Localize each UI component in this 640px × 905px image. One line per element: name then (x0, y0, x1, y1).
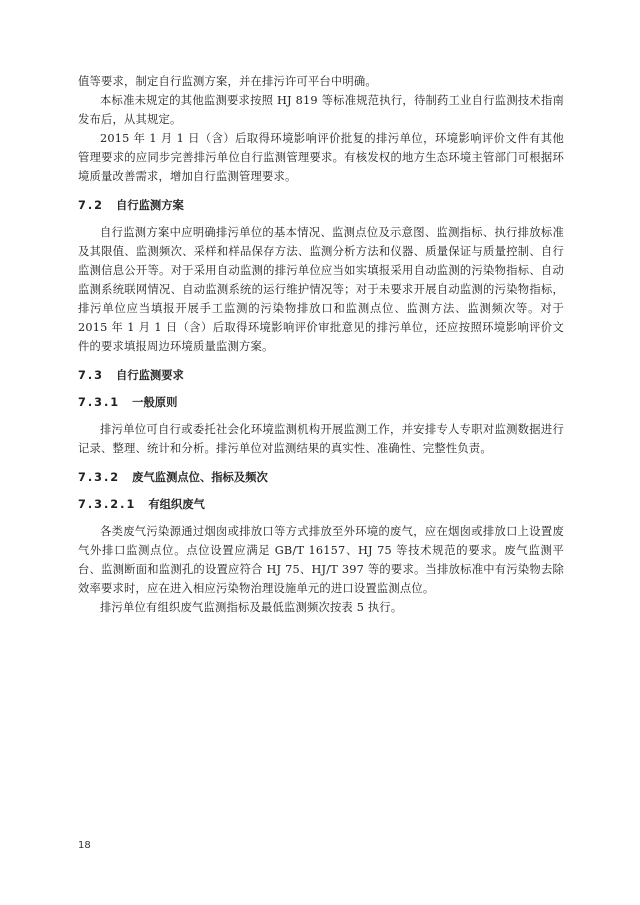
section-title: 废气监测点位、指标及频次 (132, 471, 268, 484)
section-title: 自行监测方案 (116, 199, 184, 212)
page-number: 18 (78, 840, 91, 851)
paragraph-continuation: 值等要求，制定自行监测方案，并在排污许可平台中明确。 (78, 75, 377, 88)
section-number: 7.3 (78, 369, 105, 382)
section-title: 有组织废气 (148, 498, 205, 511)
section-heading-7-3-2-1 (78, 495, 564, 514)
section-heading-7-2 (78, 196, 564, 215)
section-number: 7.2 (78, 199, 105, 212)
paragraph-monitoring-plan: 自行监测方案中应明确排污单位的基本情况、监测点位及示意图、监测指标、执行排放标准及其限值、监测频次、采样和样品保存方法、监测分析方法和仪器、质量保证与质量控制、自行监测信息公开等。对于采用自动监测的排污单位应当如实填报采用自动监测的污染物指标、自动监测系统联网情况、自动监测系统的运行维护情况等；对于未要求开展自动监测的污染物指标，排污单位应当填报开展手工监测的污染物排放口和监测点位、监测方法、监测频次等。对于 2015 年 1 月 1 日（含）后取得环境影响评价审批意见的排污单位，还应按照环境影响评价文件的要求填报周边环境质量监测方案。 (78, 226, 564, 353)
section-title: 自行监测要求 (116, 369, 184, 382)
paragraph-hj819: 本标准未规定的其他监测要求按照 HJ 819 等标准规范执行，待制药工业自行监测技术指南发布后，从其规定。 (78, 94, 564, 126)
section-number: 7.3.2 (78, 471, 121, 484)
section-heading-7-3-1 (78, 393, 564, 412)
section-heading-7-3 (78, 366, 564, 385)
section-number: 7.3.1 (78, 396, 121, 409)
paragraph-general-principle: 排污单位可自行或委托社会化环境监测机构开展监测工作，并安排专人专职对监测数据进行记录、整理、统计和分析。排污单位对监测结果的真实性、准确性、完整性负责。 (78, 423, 564, 455)
section-heading-7-3-2 (78, 468, 564, 487)
paragraph-2015-requirement: 2015 年 1 月 1 日（含）后取得环境影响评价批复的排污单位，环境影响评价文件有其他管理要求的应同步完善排污单位自行监测管理要求。有核发权的地方生态环境主管部门可根据环境质量改善需求，增加自行监测管理要求。 (78, 132, 564, 183)
paragraph-exhaust-points: 各类废气污染源通过烟囱或排放口等方式排放至外环境的废气，应在烟囱或排放口上设置废气外排口监测点位。点位设置应满足 GB/T 16157、HJ 75 等技术规范的要求。废气监测平台、监测断面和监测孔的设置应符合 HJ 75、HJ/T 397 等的要求。当排放标准中有污染物去除效率要求时，应在进入相应污染物治理设施单元的进口设置监测点位。 (78, 525, 564, 595)
section-title: 一般原则 (132, 396, 178, 409)
paragraph-table5-reference: 排污单位有组织废气监测指标及最低监测频次按表 5 执行。 (100, 601, 403, 614)
section-number: 7.3.2.1 (78, 498, 137, 511)
page-body (78, 72, 564, 617)
